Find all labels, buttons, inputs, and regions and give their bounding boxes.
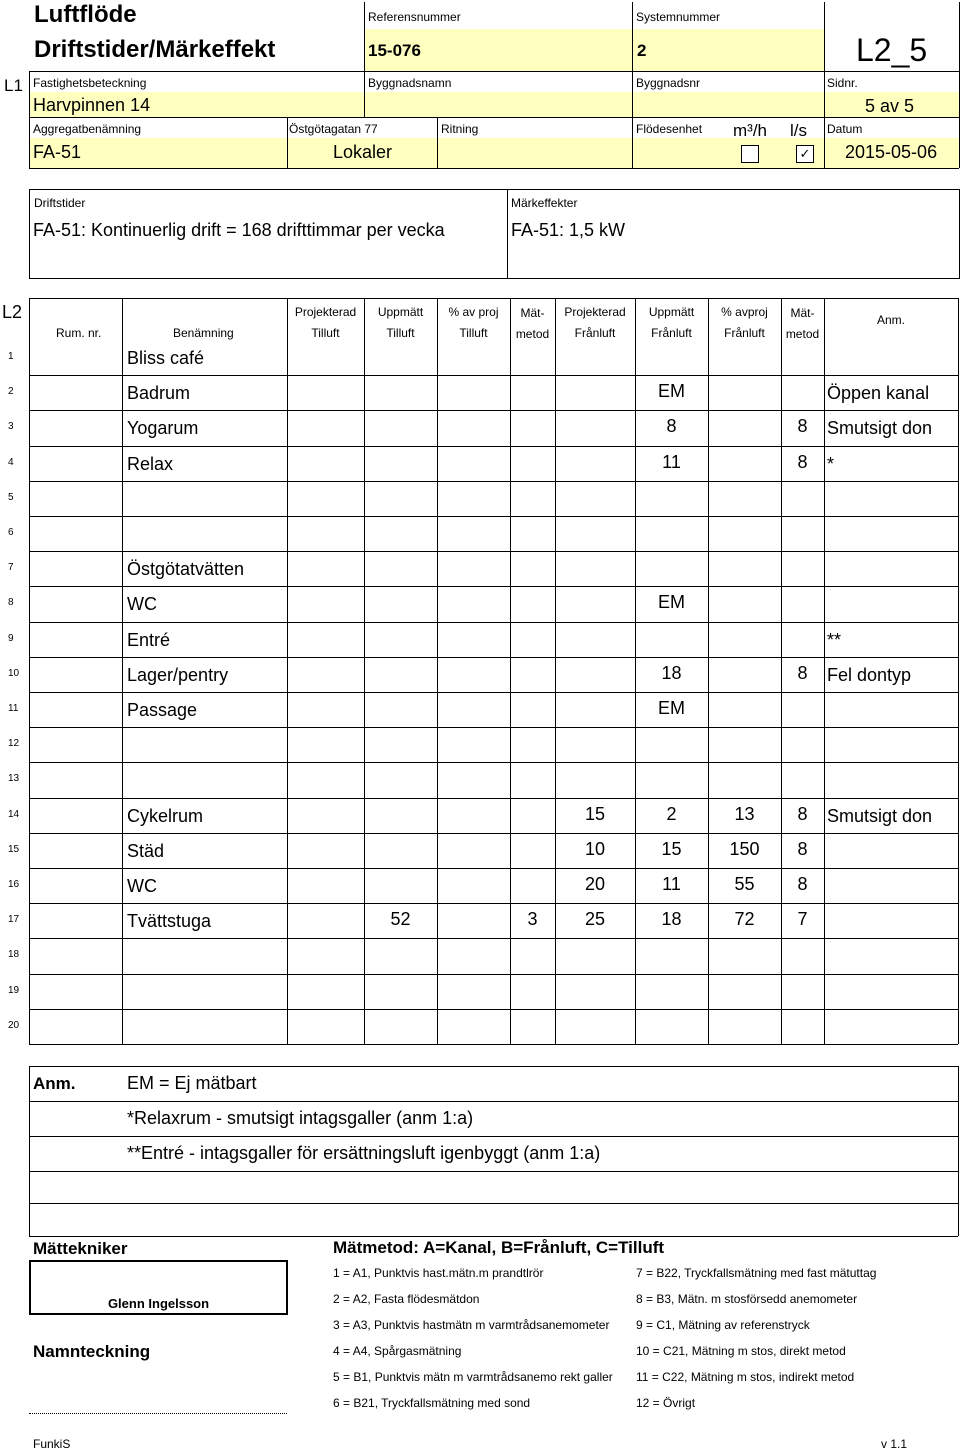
row-number: 20 xyxy=(8,1019,20,1031)
cell-meas-exhaust[interactable]: 18 xyxy=(661,662,682,683)
cell-room-name[interactable]: Tvättstuga xyxy=(127,911,212,932)
table-row xyxy=(0,340,960,375)
table-row xyxy=(0,375,960,410)
ref-label: Referensnummer xyxy=(368,10,461,24)
unit-m3h-label: m³/h xyxy=(733,121,767,140)
col-method-exhaust-sub: metod xyxy=(785,327,820,341)
cell-room-name[interactable]: Badrum xyxy=(127,383,191,404)
cell-pct-exhaust[interactable]: 55 xyxy=(734,874,755,894)
cell-meas-exhaust[interactable]: 18 xyxy=(661,909,682,930)
col-name: Benämning xyxy=(173,326,234,340)
cell-remark[interactable]: ** xyxy=(827,629,842,650)
col-method-supply-sub: metod xyxy=(515,327,550,341)
cell-room-name[interactable]: Relax xyxy=(127,453,174,474)
cell-meas-exhaust[interactable]: 15 xyxy=(661,838,682,859)
aggregate-label: Aggregatbenämning xyxy=(33,122,142,136)
flow-unit-label: Flödesenhet xyxy=(636,122,703,136)
col-proj-exhaust: Projekterad xyxy=(564,305,626,319)
page-label: Sidnr. xyxy=(827,76,858,90)
method-item: 8 = B3, Mätn. m stosförsedd anemometer xyxy=(636,1292,858,1306)
form-subtitle: Driftstider/Märkeffekt xyxy=(34,36,276,63)
power-label: Märkeffekter xyxy=(511,196,578,210)
address-text: Östgötagatan 77 xyxy=(289,122,378,136)
aggregate-value[interactable]: FA-51 xyxy=(33,142,82,162)
method-item: 12 = Övrigt xyxy=(636,1396,696,1410)
page-value: 5 av 5 xyxy=(864,96,914,116)
row-number: 11 xyxy=(8,703,19,714)
cell-method-supply[interactable]: 3 xyxy=(527,909,538,930)
cell-meas-supply[interactable]: 52 xyxy=(390,909,411,930)
method-item: 10 = C21, Mätning m stos, direkt metod xyxy=(636,1344,846,1358)
notes-line[interactable]: **Entré - intagsgaller för ersättningsluft igenbyggt (anm 1:a) xyxy=(127,1143,601,1163)
table-row xyxy=(0,481,960,516)
cell-method-exhaust[interactable]: 8 xyxy=(797,451,808,472)
sys-label: Systemnummer xyxy=(636,10,721,24)
method-item: 11 = C22, Mätning m stos, indirekt metod xyxy=(636,1370,855,1384)
technician-name[interactable]: Glenn Ingelsson xyxy=(107,1296,210,1311)
cell-meas-exhaust[interactable]: 11 xyxy=(662,874,681,894)
property-value[interactable]: Harvpinnen 14 xyxy=(33,95,151,115)
signature-line[interactable] xyxy=(29,1413,287,1414)
row-number: 5 xyxy=(8,491,14,503)
method-item: 7 = B22, Tryckfallsmätning med fast mätuttag xyxy=(636,1266,877,1280)
col-method-exhaust: Mät- xyxy=(790,306,815,320)
table-row xyxy=(0,938,960,973)
cell-remark[interactable]: Smutsigt don xyxy=(827,805,933,826)
notes-label: Anm. xyxy=(33,1074,76,1093)
method-item: 4 = A4, Spårgasmätning xyxy=(333,1344,462,1358)
technician-label: Mättekniker xyxy=(33,1239,128,1258)
l2-label: L2 xyxy=(2,302,23,322)
col-pct-exhaust-sub: Frånluft xyxy=(724,326,765,340)
notes-line[interactable]: EM = Ej mätbart xyxy=(127,1073,257,1093)
cell-method-exhaust[interactable]: 8 xyxy=(797,662,808,683)
table-row xyxy=(0,657,960,692)
cell-method-exhaust[interactable]: 8 xyxy=(797,838,808,859)
row-number: 10 xyxy=(8,667,20,679)
cell-remark[interactable]: * xyxy=(827,453,835,474)
sys-value[interactable]: 2 xyxy=(637,41,647,60)
cell-remark[interactable]: Öppen kanal xyxy=(827,383,930,404)
row-number: 3 xyxy=(8,421,14,433)
property-label: Fastighetsbeteckning xyxy=(33,76,147,90)
row-number: 16 xyxy=(8,879,20,890)
table-row xyxy=(0,868,960,903)
table-row xyxy=(0,516,960,551)
row-number: 9 xyxy=(8,632,14,644)
table-row xyxy=(0,622,960,657)
row-number: 14 xyxy=(8,808,20,820)
cell-method-exhaust[interactable]: 8 xyxy=(797,874,808,894)
unit-m3h-checkbox[interactable] xyxy=(741,145,759,163)
col-pct-supply-sub: Tilluft xyxy=(459,326,488,340)
col-proj-exhaust-sub: Frånluft xyxy=(574,326,616,340)
cell-room-name[interactable]: Östgötatvätten xyxy=(127,559,245,580)
col-pct-exhaust: % avproj xyxy=(721,305,768,319)
l1-label: L1 xyxy=(4,76,23,95)
building-nr-label: Byggnadsnr xyxy=(636,76,701,90)
cell-room-name[interactable]: Cykelrum xyxy=(127,805,204,826)
cell-proj-exhaust[interactable]: 25 xyxy=(584,909,606,930)
table-row xyxy=(0,446,960,481)
table-row xyxy=(0,551,960,586)
row-number: 2 xyxy=(8,386,14,398)
notes-line[interactable]: *Relaxrum - smutsigt intagsgaller (anm 1:a) xyxy=(127,1108,474,1128)
table-row xyxy=(0,1009,960,1044)
drawing-label: Ritning xyxy=(441,122,479,136)
drift-value[interactable]: FA-51: Kontinuerlig drift = 168 drifttimmar per vecka xyxy=(33,220,445,240)
cell-proj-exhaust[interactable]: 10 xyxy=(584,838,606,859)
table-row xyxy=(0,692,960,727)
table-row xyxy=(0,410,960,445)
version-text: v 1.1 xyxy=(881,1437,908,1451)
cell-pct-exhaust[interactable]: 72 xyxy=(734,909,755,930)
cell-method-exhaust[interactable]: 7 xyxy=(797,909,808,930)
row-number: 4 xyxy=(8,456,14,468)
form-title: Luftflöde xyxy=(34,1,137,28)
cell-room-name[interactable]: WC xyxy=(127,594,157,615)
row-number: 15 xyxy=(8,843,20,855)
cell-meas-exhaust[interactable]: EM xyxy=(658,381,685,402)
method-legend-title: Mätmetod: A=Kanal, B=Frånluft, C=Tilluft xyxy=(333,1238,665,1257)
row-number: 18 xyxy=(8,949,20,961)
cell-room-name[interactable]: Städ xyxy=(127,840,165,861)
col-method-supply: Mät- xyxy=(520,306,545,320)
row-number: 13 xyxy=(8,773,20,785)
cell-room-name[interactable]: Yogarum xyxy=(127,418,199,439)
row-number: 17 xyxy=(8,914,20,926)
method-item: 3 = A3, Punktvis hastmätn m varmtrådsanemometer xyxy=(333,1318,610,1332)
ref-value[interactable]: 15-076 xyxy=(368,41,421,60)
col-room-nr: Rum. nr. xyxy=(56,326,102,340)
method-item: 9 = C1, Mätning av referenstryck xyxy=(636,1318,810,1332)
unit-ls-checkbox[interactable]: ✓ xyxy=(796,145,814,163)
row-number: 8 xyxy=(8,597,14,609)
cell-room-name[interactable]: Bliss café xyxy=(127,348,205,368)
col-meas-exhaust: Uppmätt xyxy=(648,305,695,319)
col-pct-supply: % av proj xyxy=(448,305,499,319)
table-row xyxy=(0,903,960,938)
row-number: 19 xyxy=(8,984,20,996)
cell-room-name[interactable]: Passage xyxy=(127,700,198,720)
premises-text[interactable]: Lokaler xyxy=(333,142,393,162)
cell-remark[interactable]: Smutsigt don xyxy=(827,418,933,439)
row-number: 12 xyxy=(8,738,20,750)
signature-label: Namnteckning xyxy=(33,1342,151,1361)
cell-room-name[interactable]: Entré xyxy=(127,629,171,650)
table-row xyxy=(0,586,960,621)
cell-meas-exhaust[interactable]: 8 xyxy=(666,416,677,437)
cell-meas-exhaust[interactable]: 11 xyxy=(662,451,681,472)
power-value[interactable]: FA-51: 1,5 kW xyxy=(511,220,626,240)
col-meas-supply-sub: Tilluft xyxy=(386,326,415,340)
method-item: 5 = B1, Punktvis mätn m varmtrådsanemo rekt galler xyxy=(333,1370,613,1384)
row-number: 1 xyxy=(8,351,14,362)
table-row xyxy=(0,798,960,833)
cell-room-name[interactable]: Lager/pentry xyxy=(127,664,229,685)
brand-text: FunkiS xyxy=(33,1437,71,1451)
col-meas-supply: Uppmätt xyxy=(377,305,424,319)
table-row xyxy=(0,727,960,762)
cell-pct-exhaust[interactable]: 13 xyxy=(734,803,755,824)
cell-method-exhaust[interactable]: 8 xyxy=(797,803,808,824)
row-number: 6 xyxy=(8,527,14,538)
method-item: 1 = A1, Punktvis hast.mätn.m prandtlrör xyxy=(333,1266,544,1280)
date-label: Datum xyxy=(827,122,863,136)
col-remarks: Anm. xyxy=(876,313,905,327)
cell-proj-exhaust[interactable]: 15 xyxy=(584,803,606,824)
table-row xyxy=(0,833,960,868)
cell-pct-exhaust[interactable]: 150 xyxy=(729,838,760,859)
col-proj-supply: Projekterad xyxy=(294,305,357,319)
method-item: 2 = A2, Fasta flödesmätdon xyxy=(333,1292,480,1306)
drift-label: Driftstider xyxy=(34,196,86,210)
table-row xyxy=(0,762,960,797)
row-number: 7 xyxy=(8,562,14,574)
cell-remark[interactable]: Fel dontyp xyxy=(827,664,912,685)
cell-meas-exhaust[interactable]: EM xyxy=(658,592,685,613)
unit-ls-label: l/s xyxy=(790,121,807,140)
cell-method-exhaust[interactable]: 8 xyxy=(797,416,808,437)
table-row xyxy=(0,974,960,1009)
cell-meas-exhaust[interactable]: 2 xyxy=(666,803,677,824)
col-meas-exhaust-sub: Frånluft xyxy=(651,326,692,340)
cell-room-name[interactable]: WC xyxy=(127,876,157,896)
sheet-code: L2_5 xyxy=(856,32,928,68)
date-value[interactable]: 2015-05-06 xyxy=(845,142,938,162)
col-proj-supply-sub: Tilluft xyxy=(311,326,340,340)
cell-proj-exhaust[interactable]: 20 xyxy=(584,874,606,894)
building-name-label: Byggnadsnamn xyxy=(368,76,452,90)
cell-meas-exhaust[interactable]: EM xyxy=(658,698,685,718)
method-item: 6 = B21, Tryckfallsmätning med sond xyxy=(333,1396,531,1410)
